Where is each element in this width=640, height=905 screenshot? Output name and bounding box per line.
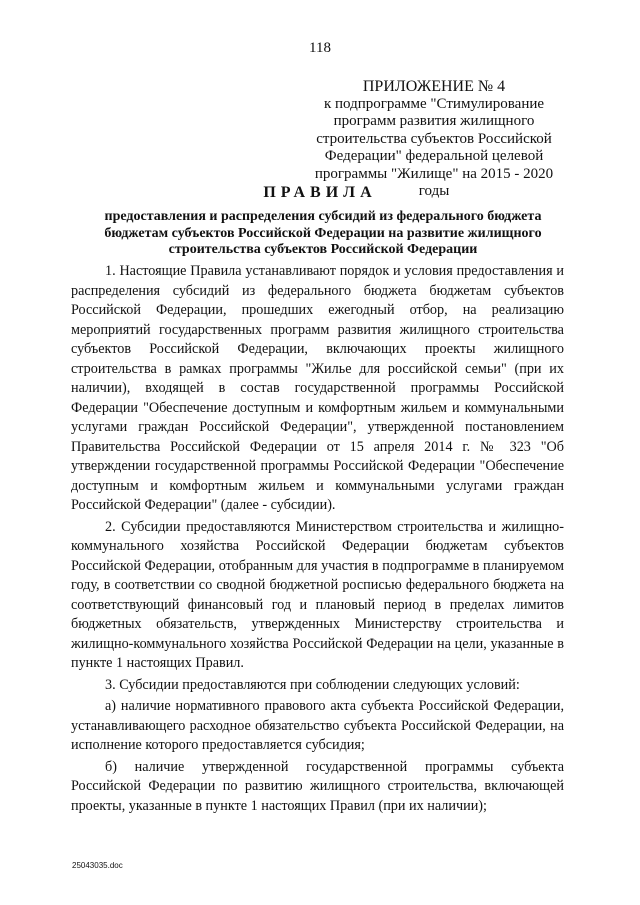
appendix-line: к подпрограмме "Стимулирование [323, 95, 545, 112]
paragraph-2: 2. Субсидии предоставляются Министерством строительства и жилищно-коммунального хозяйства Российской Федерации бюджетам субъектов Российской Федерации, отобранным для участия в подпрограмме в планируемом году, в соответствии со сводной бюджетной росписью федерального бюджета на соответствующий финансовый год и плановый период в пределах лимитов бюджетных обязательств, утвержденных Министерству строительства и жилищно-коммунального хозяйства Российской Федерации на цели, указанные в пункте 1 настоящих Правил. [71, 518, 564, 671]
file-name-footer: 25043035.doc [72, 861, 123, 870]
document-subtitle: предоставления и распределения субсидий из федерального бюджета бюджетам субъектов Российской Федерации на развитие жилищного строительства субъектов Российской Федерации [104, 209, 542, 257]
appendix-line: Федерации" федеральной целевой [324, 148, 544, 164]
appendix-header [300, 78, 568, 201]
document-title: ПРАВИЛА [263, 184, 377, 201]
page-number: 118 [309, 40, 331, 56]
appendix-line: программы "Жилище" на 2015 - 2020 годы [314, 165, 554, 199]
appendix-line: строительства субъектов Российской [316, 130, 552, 147]
paragraph-3a: а) наличие нормативного правового акта субъекта Российской Федерации, устанавливающего расходное обязательство субъекта Российской Федерации, на исполнение которого предоставляется субсидия; [71, 698, 564, 753]
appendix-title: ПРИЛОЖЕНИЕ № 4 [362, 78, 506, 95]
appendix-line: программ развития жилищного [333, 113, 535, 129]
document-body [71, 262, 564, 818]
paragraph-3b: б) наличие утвержденной государственной программы субъекта Российской Федерации по развитию жилищного строительства, включающей проекты, указанные в пункте 1 настоящих Правил (при их наличии); [71, 758, 564, 814]
paragraph-3: 3. Субсидии предоставляются при соблюдении следующих условий: [105, 676, 520, 693]
paragraph-1: 1. Настоящие Правила устанавливают порядок и условия предоставления и распределения субсидий из федерального бюджета бюджетам субъектов Российской Федерации, прошедших ежегодный отбор, на реализацию мероприятий государственных программ развития жилищного строительства субъектов Российской Федерации, включающих проекты жилищного строительства в рамках программы "Жилье для российской семьи" (при их наличии), входящей в состав государственной программы Российской Федерации "Обеспечение доступным и комфортным жильем и коммунальными услугами граждан Российской Федерации", утвержденной постановлением Правительства Российской Федерации от 15 апреля 2014 г. № 323 "Об утверждении государственной программы Российской Федерации "Обеспечение доступным и комфортным жильем и коммунальными услугами граждан Российской Федерации" (далее - субсидии). [71, 263, 564, 513]
